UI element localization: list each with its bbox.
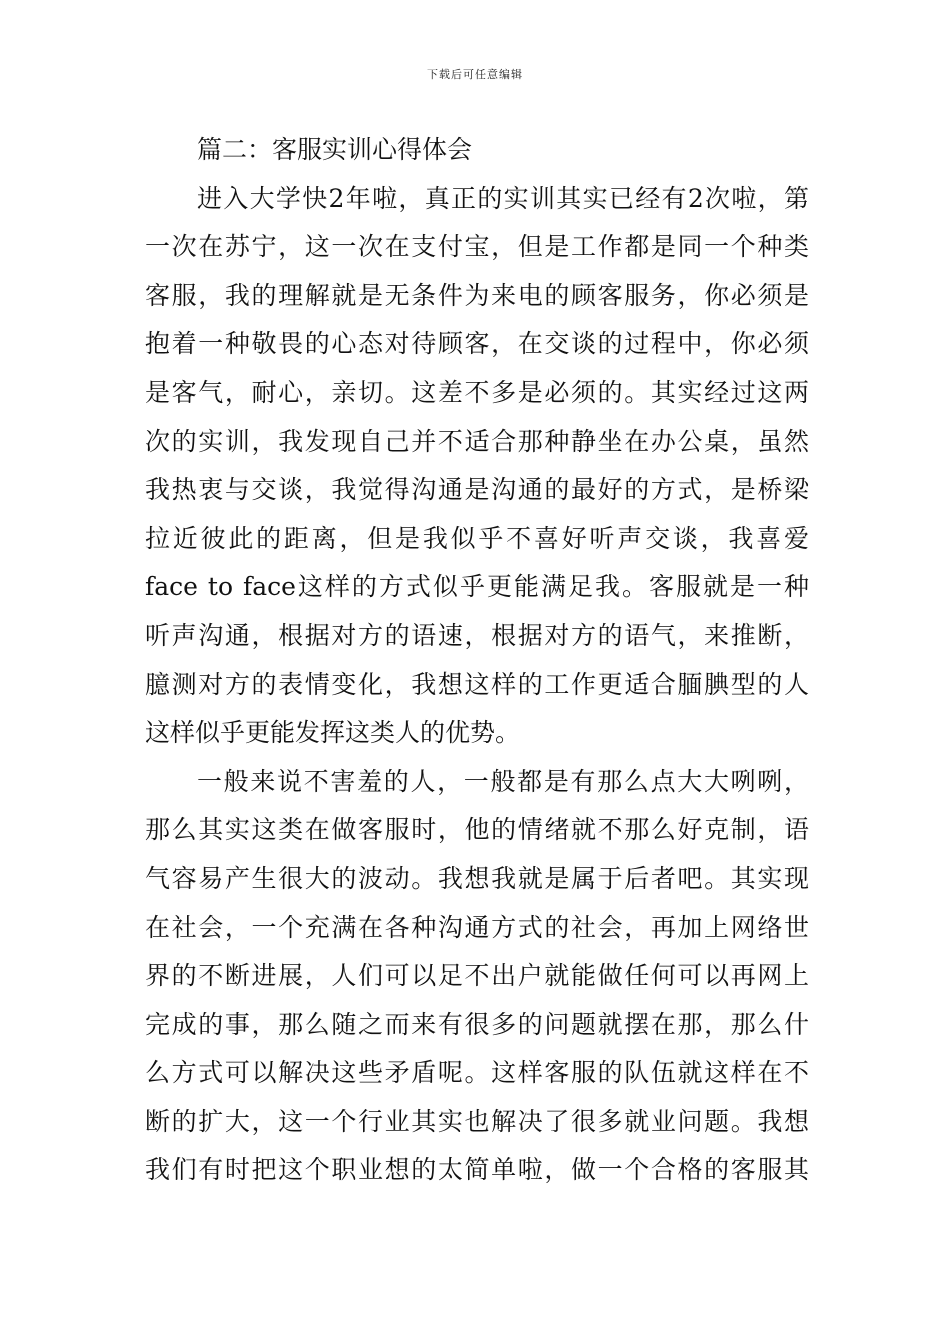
paragraph-2 xyxy=(145,758,809,1195)
text-line: 次的实训，我发现自己并不适合那种静坐在办公桌，虽然 xyxy=(145,426,809,456)
text-line: 完成的事，那么随之而来有很多的问题就摆在那，那么什 xyxy=(145,1009,809,1039)
text-line: 我热衷与交谈，我觉得沟通是沟通的最好的方式，是桥梁 xyxy=(145,475,809,505)
text-line: 气容易产生很大的波动。我想我就是属于后者吧。其实现 xyxy=(145,863,809,893)
text-line: 断的扩大，这一个行业其实也解决了很多就业问题。我想 xyxy=(145,1106,809,1136)
text-line: 那么其实这类在做客服时，他的情绪就不那么好克制，语 xyxy=(145,815,809,845)
text-line: 是客气，耐心，亲切。这差不多是必须的。其实经过这两 xyxy=(145,377,809,407)
paragraph-1 xyxy=(145,175,809,758)
text-line: 我们有时把这个职业想的太简单啦，做一个合格的客服其 xyxy=(145,1155,809,1185)
text-line: 界的不断进展，人们可以足不出户就能做任何可以再网上 xyxy=(145,961,809,991)
text-line: 么方式可以解决这些矛盾呢。这样客服的队伍就这样在不 xyxy=(145,1058,809,1088)
text-line: 臆测对方的表情变化，我想这样的工作更适合腼腆型的人 xyxy=(145,669,809,699)
text-line: face to face这样的方式似乎更能满足我。客服就是一种 xyxy=(145,572,809,602)
text-line: 这样似乎更能发挥这类人的优势。 xyxy=(145,718,521,748)
text-line: 客服，我的理解就是无条件为来电的顾客服务，你必须是 xyxy=(145,280,809,310)
document-body xyxy=(145,126,809,1195)
text-line: 拉近彼此的距离，但是我似乎不喜好听声交谈，我喜爱 xyxy=(145,523,809,553)
text-line: 抱着一种敬畏的心态对待顾客，在交谈的过程中，你必须 xyxy=(145,329,809,359)
text-line: 在社会，一个充满在各种沟通方式的社会，再加上网络世 xyxy=(145,912,809,942)
text-line: 一次在苏宁，这一次在支付宝，但是工作都是同一个种类 xyxy=(145,232,809,262)
page-header-note: 下载后可任意编辑 xyxy=(427,68,523,81)
section-title: 篇二：客服实训心得体会 xyxy=(197,135,473,164)
text-line: 进入大学快2年啦，真正的实训其实已经有2次啦，第 xyxy=(197,183,809,213)
text-line: 听声沟通，根据对方的语速，根据对方的语气，来推断， xyxy=(145,620,809,650)
text-line: 一般来说不害羞的人，一般都是有那么点大大咧咧， xyxy=(197,766,809,796)
